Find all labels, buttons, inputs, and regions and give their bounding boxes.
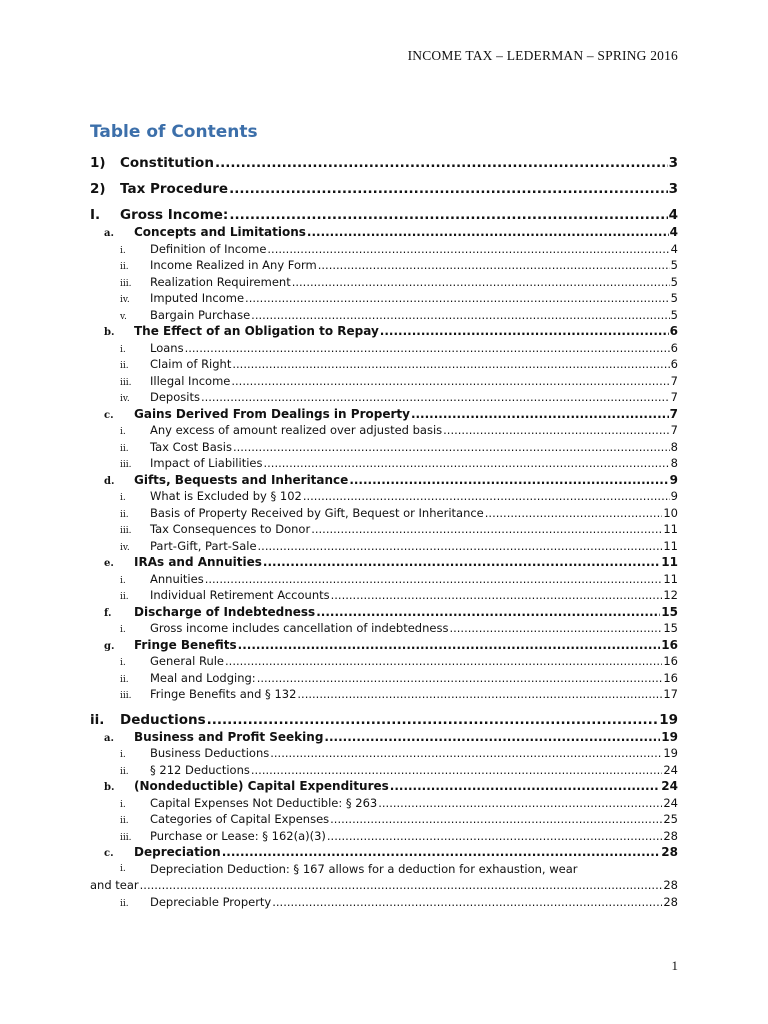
toc-entry-loans[interactable]: i. Loans ..... 6 [90,340,678,357]
toc-entry-business-deductions[interactable]: i. Business Deductions ..... 19 [90,745,678,762]
toc-entry-constitution[interactable]: 1) Constitution ..... 3 [90,154,678,172]
toc-entry-claim-of-right[interactable]: ii. Claim of Right ..... 6 [90,356,678,373]
toc-title: Table of Contents [90,122,258,142]
page-number: 1 [671,958,678,973]
toc-entry-concepts[interactable]: a. Concepts and Limitations ..... 4 [90,224,678,241]
toc-entry-discharge[interactable]: f. Discharge of Indebtedness ..... 15 [90,604,678,621]
toc-entry-depreciation[interactable]: c. Depreciation ..... 28 [90,844,678,861]
table-of-contents [90,154,678,910]
toc-entry-bargain-purchase[interactable]: v. Bargain Purchase ..... 5 [90,307,678,324]
toc-entry-illegal-income[interactable]: iii. Illegal Income ..... 7 [90,373,678,390]
toc-entry-donor[interactable]: iii. Tax Consequences to Donor ..... 11 [90,521,678,538]
toc-entry-obligation-repay[interactable]: b. The Effect of an Obligation to Repay ..... 6 [90,323,678,340]
toc-entry-excluded-102[interactable]: i. What is Excluded by § 102 ..... 9 [90,488,678,505]
toc-entry-business-profit[interactable]: a. Business and Profit Seeking ..... 19 [90,729,678,746]
toc-entry-deductions[interactable]: ii. Deductions ..... 19 [90,711,678,729]
toc-entry-part-gift[interactable]: iv. Part-Gift, Part-Sale ..... 11 [90,538,678,555]
toc-entry-excess-amount[interactable]: i. Any excess of amount realized over adjusted basis ..... 7 [90,422,678,439]
toc-entry-capital-expenditures[interactable]: b. (Nondeductible) Capital Expenditures ..... 24 [90,778,678,795]
toc-entry-gifts[interactable]: d. Gifts, Bequests and Inheritance ..... 9 [90,472,678,489]
toc-entry-deposits[interactable]: iv. Deposits ..... 7 [90,389,678,406]
toc-entry-tax-procedure[interactable]: 2) Tax Procedure ..... 3 [90,180,678,198]
toc-entry-income-realized[interactable]: ii. Income Realized in Any Form ..... 5 [90,257,678,274]
toc-entry-realization[interactable]: iii. Realization Requirement ..... 5 [90,274,678,291]
toc-entry-definition-income[interactable]: i. Definition of Income ..... 4 [90,241,678,258]
toc-entry-iras[interactable]: e. IRAs and Annuities ..... 11 [90,554,678,571]
toc-entry-gains-property[interactable]: c. Gains Derived From Dealings in Property ..... 7 [90,406,678,423]
toc-entry-general-rule[interactable]: i. General Rule ..... 16 [90,653,678,670]
toc-entry-capital-not-deductible[interactable]: i. Capital Expenses Not Deductible: § 263 ..... 24 [90,795,678,812]
toc-entry-meal-lodging[interactable]: ii. Meal and Lodging: ..... 16 [90,670,678,687]
toc-entry-fringe-benefits[interactable]: g. Fringe Benefits ..... 16 [90,637,678,654]
toc-entry-212-deductions[interactable]: ii. § 212 Deductions ..... 24 [90,762,678,779]
toc-entry-imputed-income[interactable]: iv. Imputed Income ..... 5 [90,290,678,307]
toc-entry-cancellation[interactable]: i. Gross income includes cancellation of indebtedness ..... 15 [90,620,678,637]
toc-entry-ira-accounts[interactable]: ii. Individual Retirement Accounts ..... 12 [90,587,678,604]
toc-entry-depreciable-property[interactable]: ii. Depreciable Property ..... 28 [90,894,678,911]
toc-entry-annuities[interactable]: i. Annuities ..... 11 [90,571,678,588]
running-header: INCOME TAX – LEDERMAN – SPRING 2016 [407,48,678,63]
toc-entry-purchase-lease[interactable]: iii. Purchase or Lease: § 162(a)(3) ..... 28 [90,828,678,845]
toc-entry-gross-income[interactable]: I. Gross Income: ..... 4 [90,206,678,224]
toc-entry-basis-gift[interactable]: ii. Basis of Property Received by Gift, Bequest or Inheritance ..... 10 [90,505,678,522]
toc-entry-impact-liabilities[interactable]: iii. Impact of Liabilities ..... 8 [90,455,678,472]
toc-entry-fringe-132[interactable]: iii. Fringe Benefits and § 132 ..... 17 [90,686,678,703]
toc-entry-tax-cost-basis[interactable]: ii. Tax Cost Basis ..... 8 [90,439,678,456]
toc-entry-depreciation-deduction[interactable]: i. Depreciation Deduction: § 167 allows for a deduction for exhaustion, wear and tear ..... 28 [90,861,678,894]
toc-entry-capital-categories[interactable]: ii. Categories of Capital Expenses ..... 25 [90,811,678,828]
